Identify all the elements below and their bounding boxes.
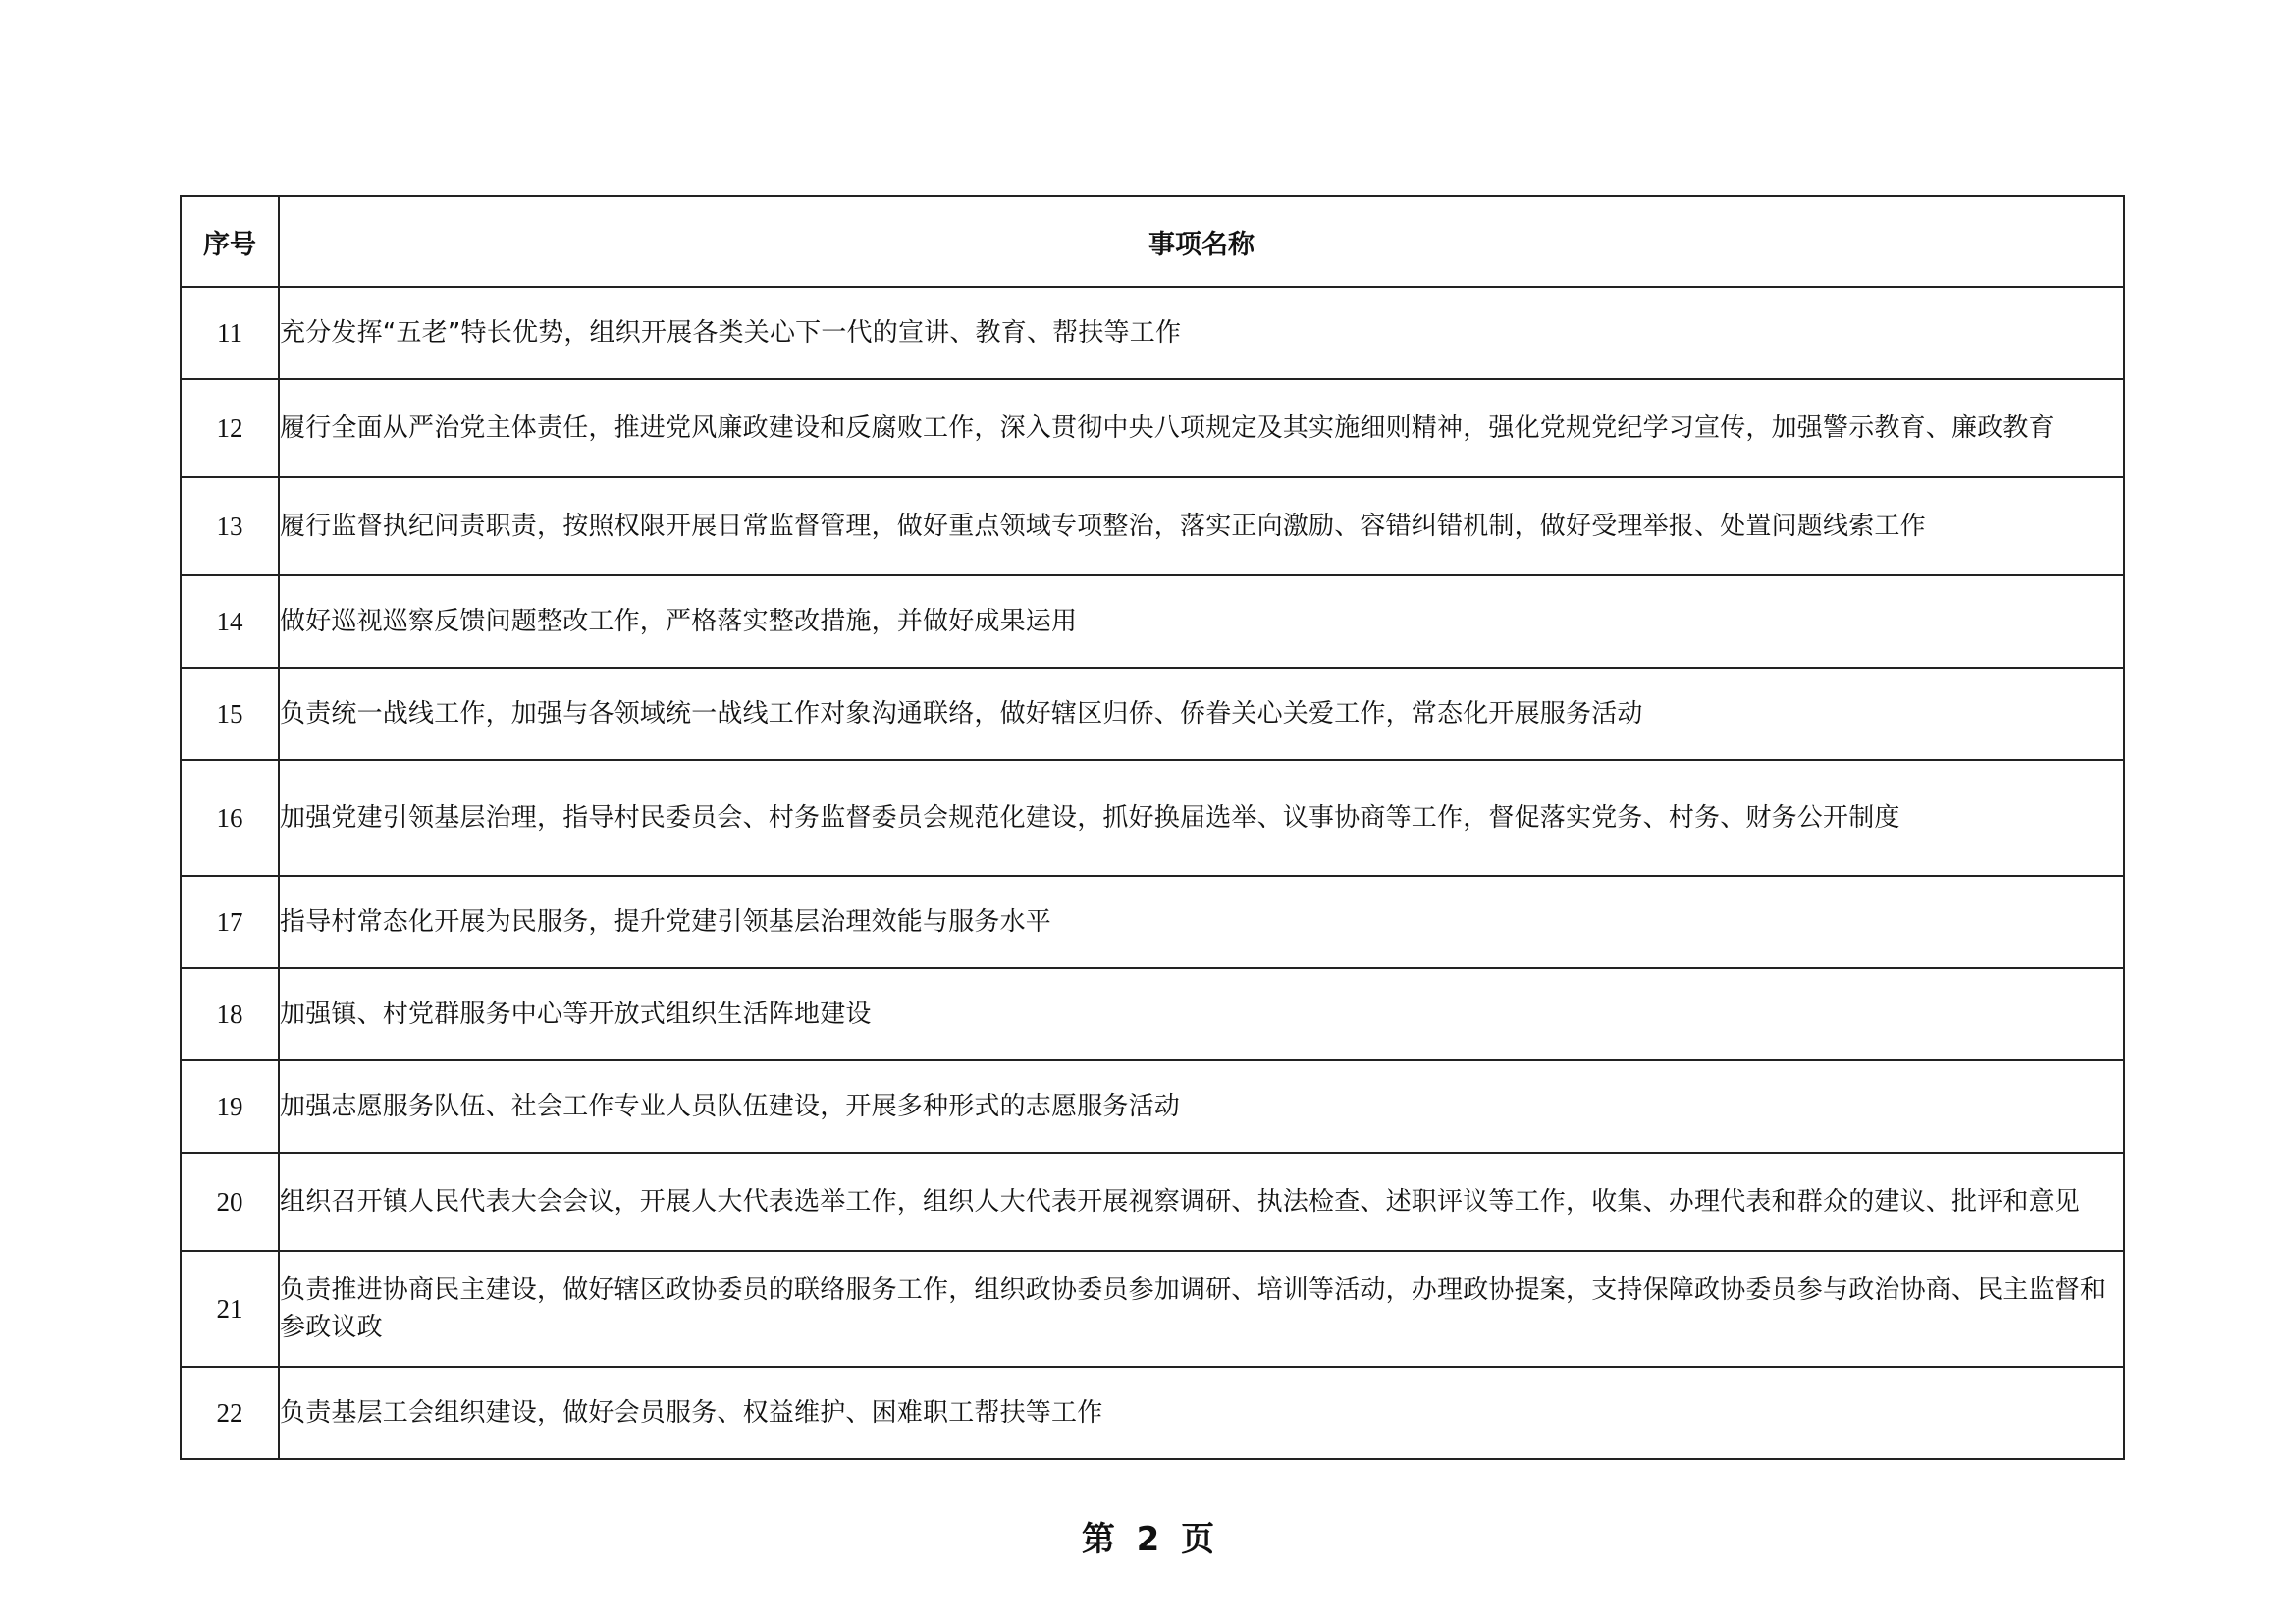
table-row [181,760,2124,876]
table-row [181,876,2124,968]
row-item-name: 充分发挥“五老”特长优势，组织开展各类关心下一代的宣讲、教育、帮扶等工作 [279,287,2124,379]
row-serial-number: 15 [181,668,279,760]
row-item-name: 加强镇、村党群服务中心等开放式组织生活阵地建设 [279,968,2124,1060]
row-serial-number: 19 [181,1060,279,1153]
row-item-name: 负责推进协商民主建设，做好辖区政协委员的联络服务工作，组织政协委员参加调研、培训等活动，办理政协提案，支持保障政协委员参与政治协商、民主监督和参政议政 [279,1251,2124,1367]
row-item-name: 组织召开镇人民代表大会会议，开展人大代表选举工作，组织人大代表开展视察调研、执法检查、述职评议等工作，收集、办理代表和群众的建议、批评和意见 [279,1153,2124,1251]
row-serial-number: 16 [181,760,279,876]
table-row [181,1367,2124,1459]
header-item-name: 事项名称 [279,196,2124,287]
row-item-name: 加强党建引领基层治理，指导村民委员会、村务监督委员会规范化建设，抓好换届选举、议事协商等工作，督促落实党务、村务、财务公开制度 [279,760,2124,876]
row-serial-number: 18 [181,968,279,1060]
row-item-name: 负责统一战线工作，加强与各领域统一战线工作对象沟通联络，做好辖区归侨、侨眷关心关爱工作，常态化开展服务活动 [279,668,2124,760]
row-serial-number: 21 [181,1251,279,1367]
table-row [181,1251,2124,1367]
table-row [181,477,2124,575]
row-serial-number: 11 [181,287,279,379]
table-row [181,287,2124,379]
table-header-row [181,196,2124,287]
row-item-name: 指导村常态化开展为民服务，提升党建引领基层治理效能与服务水平 [279,876,2124,968]
row-serial-number: 22 [181,1367,279,1459]
table-row [181,968,2124,1060]
header-serial-number: 序号 [181,196,279,287]
row-item-name: 加强志愿服务队伍、社会工作专业人员队伍建设，开展多种形式的志愿服务活动 [279,1060,2124,1153]
row-item-name: 负责基层工会组织建设，做好会员服务、权益维护、困难职工帮扶等工作 [279,1367,2124,1459]
table-row [181,575,2124,668]
row-serial-number: 17 [181,876,279,968]
row-serial-number: 12 [181,379,279,477]
table-row [181,379,2124,477]
table-row [181,1060,2124,1153]
items-table [180,195,2125,1460]
row-serial-number: 20 [181,1153,279,1251]
row-item-name: 履行全面从严治党主体责任，推进党风廉政建设和反腐败工作，深入贯彻中央八项规定及其实施细则精神，强化党规党纪学习宣传，加强警示教育、廉政教育 [279,379,2124,477]
row-serial-number: 13 [181,477,279,575]
table-row [181,668,2124,760]
row-item-name: 履行监督执纪问责职责，按照权限开展日常监督管理，做好重点领域专项整治，落实正向激励、容错纠错机制，做好受理举报、处置问题线索工作 [279,477,2124,575]
row-item-name: 做好巡视巡察反馈问题整改工作，严格落实整改措施，并做好成果运用 [279,575,2124,668]
row-serial-number: 14 [181,575,279,668]
page-number: 第 2 页 [1081,1520,1215,1559]
table-row [181,1153,2124,1251]
